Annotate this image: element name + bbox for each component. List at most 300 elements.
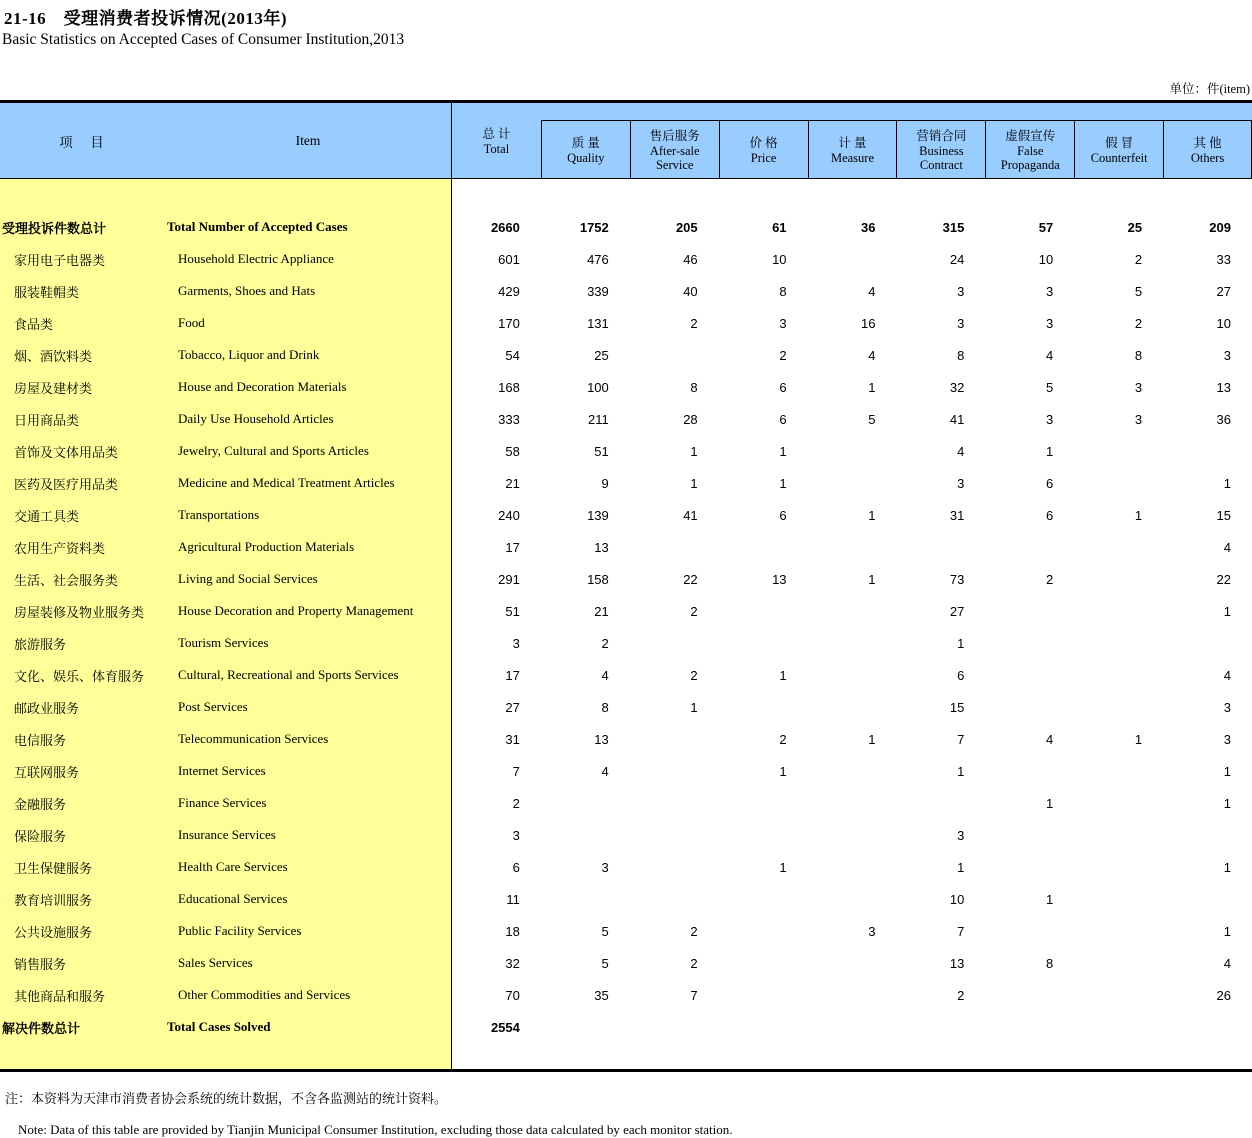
row-label-cn: 服装鞋帽类: [14, 284, 80, 300]
value-cell: 5: [1134, 283, 1143, 299]
row-label-en: Insurance Services: [178, 827, 276, 842]
value-cell: 2: [1134, 251, 1143, 267]
value-cell: [896, 796, 985, 811]
value-cell: 6: [957, 667, 965, 683]
value-cell: 1: [779, 667, 787, 683]
value-cell: [541, 892, 630, 907]
value-cell: 1: [868, 379, 876, 395]
value-cell: 21: [505, 475, 520, 491]
value-cell: [719, 988, 808, 1003]
row-values: [452, 476, 1252, 491]
value-cell: 1: [957, 763, 965, 779]
row-values: [452, 252, 1252, 267]
value-cell: 4: [1223, 539, 1231, 555]
value-cell: [985, 828, 1074, 843]
value-cell: 10: [772, 251, 787, 267]
value-cell: 1: [1134, 507, 1143, 523]
row-label-en: Cultural, Recreational and Sports Services: [178, 667, 399, 682]
value-cell: 11: [506, 891, 520, 907]
row-values: [452, 508, 1252, 523]
value-cell: [1074, 988, 1163, 1003]
value-cell: [808, 828, 897, 843]
row-label-en: Total Cases Solved: [167, 1019, 271, 1034]
value-cell: [719, 1020, 808, 1035]
value-cell: 333: [498, 411, 520, 427]
value-cell: 31: [505, 731, 520, 747]
row-label-cn: 保险服务: [14, 828, 67, 844]
value-cell: [896, 1020, 985, 1035]
value-cell: [808, 444, 897, 459]
value-cell: 139: [587, 507, 609, 523]
value-cell: 70: [505, 987, 520, 1003]
value-cell: [808, 796, 897, 811]
row-label-en: Other Commodities and Services: [178, 987, 351, 1002]
value-cell: 3: [1223, 699, 1231, 715]
value-cell: [1074, 956, 1163, 971]
row-values: [452, 604, 1252, 619]
value-cell: 158: [587, 571, 609, 587]
value-cell: [719, 540, 808, 555]
table-row: [0, 275, 1252, 307]
value-cell: 2: [601, 635, 609, 651]
row-values: [452, 860, 1252, 875]
row-label-cn: 受理投诉件数总计: [2, 220, 107, 236]
value-cell: 6: [1045, 475, 1054, 491]
value-cell: [719, 892, 808, 907]
value-cell: 8: [779, 283, 787, 299]
value-cell: [719, 604, 808, 619]
value-cell: 33: [1216, 251, 1231, 267]
table-row: [0, 371, 1252, 403]
value-cell: 17: [505, 667, 520, 683]
value-cell: 16: [860, 315, 876, 331]
value-cell: 3: [1223, 731, 1231, 747]
value-cell: [985, 924, 1074, 939]
value-cell: 2: [690, 955, 698, 971]
row-label-cn: 教育培训服务: [14, 892, 93, 908]
table-row: [0, 819, 1252, 851]
value-cell: 1: [1045, 891, 1054, 907]
value-cell: 2: [690, 315, 698, 331]
value-cell: 3: [957, 315, 965, 331]
value-cell: 240: [498, 507, 520, 523]
value-cell: 51: [505, 603, 520, 619]
row-label-en: Jewelry, Cultural and Sports Articles: [178, 443, 369, 458]
table-row: [0, 467, 1252, 499]
table-header: [0, 100, 1252, 179]
row-label-en: Daily Use Household Articles: [178, 411, 334, 426]
row-values: [452, 828, 1252, 843]
value-cell: 17: [505, 539, 520, 555]
table-row: [0, 403, 1252, 435]
value-cell: 1: [868, 507, 876, 523]
value-cell: [1074, 572, 1163, 587]
row-label-en: Medicine and Medical Treatment Articles: [178, 475, 395, 490]
value-cell: 131: [587, 315, 609, 331]
row-values: [452, 988, 1252, 1003]
item-header-cn: 项 目: [59, 134, 106, 150]
value-cell: [1074, 828, 1163, 843]
value-cell: 2: [690, 923, 698, 939]
value-cell: 13: [772, 571, 787, 587]
value-cell: 3: [1045, 315, 1054, 331]
value-cell: [1074, 668, 1163, 683]
value-cell: 1: [690, 699, 698, 715]
value-cell: 35: [594, 987, 609, 1003]
value-cell: 4: [868, 283, 876, 299]
value-cell: 2554: [490, 1019, 520, 1035]
value-cell: 31: [949, 507, 965, 523]
row-label-cn: 交通工具类: [14, 508, 80, 524]
value-cell: 291: [498, 571, 520, 587]
value-cell: 1: [1223, 763, 1231, 779]
value-cell: 1: [1223, 859, 1231, 875]
value-cell: 9: [601, 475, 609, 491]
row-label-cn: 金融服务: [14, 796, 67, 812]
value-cell: [808, 956, 897, 971]
value-cell: 1: [779, 443, 787, 459]
value-cell: 3: [1134, 411, 1143, 427]
row-label-cn: 生活、社会服务类: [14, 572, 119, 588]
row-values: [452, 572, 1252, 587]
value-cell: [985, 1020, 1074, 1035]
table-row: [0, 1011, 1252, 1043]
value-cell: 100: [587, 379, 609, 395]
row-label-cn: 房屋及建材类: [14, 380, 93, 396]
value-cell: [985, 636, 1074, 651]
row-values: [452, 764, 1252, 779]
value-cell: [630, 764, 719, 779]
value-cell: 3: [1223, 347, 1231, 363]
value-cell: [1074, 700, 1163, 715]
value-cell: [630, 796, 719, 811]
row-label-en: Internet Services: [178, 763, 266, 778]
value-cell: [1074, 796, 1163, 811]
value-cell: 1: [690, 443, 698, 459]
value-cell: 7: [690, 987, 698, 1003]
value-cell: 1: [868, 571, 876, 587]
value-cell: [985, 988, 1074, 1003]
value-cell: 3: [1134, 379, 1143, 395]
value-cell: 1: [957, 859, 965, 875]
row-label-cn: 首饰及文体用品类: [14, 444, 119, 460]
row-label-en: Public Facility Services: [178, 923, 302, 938]
row-values: [452, 316, 1252, 331]
statistics-table: [0, 100, 1252, 1072]
value-cell: 40: [683, 283, 698, 299]
row-values: [452, 284, 1252, 299]
value-cell: [985, 860, 1074, 875]
value-cell: 3: [957, 827, 965, 843]
value-cell: 2: [779, 347, 787, 363]
value-cell: 57: [1038, 219, 1054, 235]
value-cell: 2: [690, 603, 698, 619]
value-cell: [630, 348, 719, 363]
value-cell: 4: [1045, 731, 1054, 747]
value-cell: 315: [942, 219, 965, 235]
value-cell: 170: [498, 315, 520, 331]
row-label-en: Tobacco, Liquor and Drink: [178, 347, 320, 362]
value-cell: [985, 668, 1074, 683]
value-cell: [1074, 1020, 1163, 1035]
value-cell: 36: [1216, 411, 1231, 427]
value-cell: [1163, 636, 1252, 651]
value-cell: [808, 700, 897, 715]
table-row: [0, 915, 1252, 947]
column-header: 虚假宣传 False Propaganda: [985, 120, 1074, 178]
row-label-en: Sales Services: [178, 955, 253, 970]
value-cell: [719, 828, 808, 843]
value-cell: 4: [957, 443, 965, 459]
value-cell: [1163, 828, 1252, 843]
row-label-en: Garments, Shoes and Hats: [178, 283, 316, 298]
row-values: [452, 380, 1252, 395]
value-cell: 8: [601, 699, 609, 715]
value-cell: 27: [505, 699, 520, 715]
value-cell: [1074, 860, 1163, 875]
value-cell: [1074, 540, 1163, 555]
value-cell: 2: [1134, 315, 1143, 331]
table-row: [0, 947, 1252, 979]
value-cell: 7: [957, 731, 965, 747]
value-cell: 32: [505, 955, 520, 971]
value-cell: [808, 860, 897, 875]
value-cell: [630, 892, 719, 907]
row-label-cn: 农用生产资料类: [14, 540, 106, 556]
table-row: [0, 627, 1252, 659]
value-cell: 7: [512, 763, 520, 779]
row-values: [452, 924, 1252, 939]
value-cell: 601: [498, 251, 520, 267]
value-cell: 2: [512, 795, 520, 811]
value-cell: [1074, 476, 1163, 491]
value-cell: 3: [1045, 411, 1054, 427]
row-label-cn: 文化、娱乐、体育服务: [14, 668, 145, 684]
row-values: [452, 220, 1252, 235]
value-cell: [808, 988, 897, 1003]
row-label-en: Educational Services: [178, 891, 288, 906]
value-cell: [541, 796, 630, 811]
value-cell: 5: [601, 955, 609, 971]
value-cell: 4: [1045, 347, 1054, 363]
row-label-cn: 家用电子电器类: [14, 252, 106, 268]
row-label-en: Household Electric Appliance: [178, 251, 334, 266]
value-cell: 1: [1223, 795, 1231, 811]
value-cell: 25: [594, 347, 609, 363]
value-cell: 13: [594, 539, 609, 555]
row-label-cn: 销售服务: [14, 956, 67, 972]
row-label-cn: 互联网服务: [14, 764, 80, 780]
column-header: 营销合同 Business Contract: [896, 120, 985, 178]
table-row: [0, 307, 1252, 339]
row-label-cn: 日用商品类: [14, 412, 80, 428]
value-cell: 3: [957, 283, 965, 299]
row-label-en: House Decoration and Property Management: [178, 603, 414, 618]
value-cell: [896, 540, 985, 555]
value-cell: 3: [512, 827, 520, 843]
item-header-en: Item: [295, 132, 321, 148]
unit-label: 单位：件(item): [1169, 82, 1250, 96]
row-label-cn: 邮政业服务: [14, 700, 80, 716]
value-cell: 3: [1045, 283, 1054, 299]
value-cell: [808, 252, 897, 267]
value-cell: 2: [779, 731, 787, 747]
row-label-cn: 房屋装修及物业服务类: [14, 604, 145, 620]
table-row: [0, 243, 1252, 275]
value-cell: 339: [587, 283, 609, 299]
value-cell: 54: [505, 347, 520, 363]
value-cell: 21: [594, 603, 609, 619]
value-cell: [630, 828, 719, 843]
value-cell: 1: [957, 635, 965, 651]
row-values: [452, 412, 1252, 427]
value-cell: 32: [949, 379, 965, 395]
value-cell: [719, 700, 808, 715]
row-label-cn: 解决件数总计: [2, 1020, 81, 1036]
value-cell: 10: [949, 891, 965, 907]
row-values: [452, 668, 1252, 683]
value-cell: [1163, 1020, 1252, 1035]
value-cell: 1: [779, 859, 787, 875]
value-cell: 10: [1038, 251, 1054, 267]
value-cell: 1: [690, 475, 698, 491]
table-row: [0, 691, 1252, 723]
value-cell: 3: [512, 635, 520, 651]
page-header: [0, 0, 1252, 100]
value-cell: 61: [772, 219, 787, 235]
value-cell: 4: [868, 347, 876, 363]
table-row: [0, 755, 1252, 787]
table-row: [0, 979, 1252, 1011]
table-row: [0, 787, 1252, 819]
value-cell: [808, 636, 897, 651]
value-cell: [985, 540, 1074, 555]
table-row: [0, 211, 1252, 243]
value-cell: 8: [1134, 347, 1143, 363]
row-values: [452, 892, 1252, 907]
value-cell: [1163, 444, 1252, 459]
value-cell: 24: [949, 251, 965, 267]
table-row: [0, 659, 1252, 691]
value-cell: [1074, 924, 1163, 939]
table-row: [0, 595, 1252, 627]
column-header: 质 量 Quality: [541, 120, 630, 178]
value-cell: 429: [498, 283, 520, 299]
value-cell: [808, 476, 897, 491]
row-values: [452, 540, 1252, 555]
value-cell: [630, 1020, 719, 1035]
value-cell: 27: [949, 603, 965, 619]
row-label-en: Food: [178, 315, 205, 330]
value-cell: [808, 668, 897, 683]
value-cell: 8: [690, 379, 698, 395]
row-values: [452, 636, 1252, 651]
column-header: 价 格 Price: [719, 120, 808, 178]
row-label-en: Total Number of Accepted Cases: [167, 219, 348, 234]
value-cell: 51: [594, 443, 609, 459]
value-cell: 3: [779, 315, 787, 331]
row-values: [452, 796, 1252, 811]
row-label-cn: 其他商品和服务: [14, 988, 106, 1004]
value-cell: 209: [1209, 219, 1231, 235]
value-cell: 22: [683, 571, 698, 587]
value-cell: 3: [601, 859, 609, 875]
value-cell: 8: [957, 347, 965, 363]
value-cell: [630, 732, 719, 747]
value-cell: 1: [1134, 731, 1143, 747]
value-cell: 10: [1216, 315, 1231, 331]
page-title-en: Basic Statistics on Accepted Cases of Consumer Institution,2013: [2, 31, 405, 48]
value-cell: 27: [1216, 283, 1231, 299]
table-row: [0, 883, 1252, 915]
row-label-cn: 公共设施服务: [14, 924, 93, 940]
row-values: [452, 348, 1252, 363]
note-en: Note: Data of this table are provided by Tianjin Municipal Consumer Institution, excluding those data calculated by each monitor station.: [18, 1122, 733, 1137]
note-cn: 注：本资料为天津市消费者协会系统的统计数据，不含各监测站的统计资料。: [5, 1091, 448, 1106]
value-cell: [630, 860, 719, 875]
value-cell: [541, 1020, 630, 1035]
value-cell: 46: [683, 251, 698, 267]
value-cell: [985, 764, 1074, 779]
value-cell: 5: [1045, 379, 1054, 395]
value-cell: 1: [779, 763, 787, 779]
value-cell: 205: [675, 219, 698, 235]
value-cell: [1074, 444, 1163, 459]
value-cell: [1074, 892, 1163, 907]
table-body: [0, 179, 1252, 1072]
row-values: [452, 444, 1252, 459]
row-label-en: Health Care Services: [178, 859, 288, 874]
row-values: [452, 732, 1252, 747]
value-cell: [808, 540, 897, 555]
row-label-cn: 卫生保健服务: [14, 860, 93, 876]
value-cell: [808, 1020, 897, 1035]
row-label-cn: 烟、酒饮料类: [14, 348, 93, 364]
value-cell: 73: [949, 571, 965, 587]
row-label-cn: 电信服务: [14, 732, 67, 748]
value-cell: 211: [588, 411, 609, 427]
value-cell: [719, 636, 808, 651]
value-cell: 6: [1045, 507, 1054, 523]
row-label-en: Telecommunication Services: [178, 731, 329, 746]
column-header-total: 总 计 Total: [482, 126, 511, 156]
value-cell: [985, 604, 1074, 619]
row-label-cn: 医药及医疗用品类: [14, 476, 119, 492]
value-cell: 18: [505, 923, 520, 939]
value-cell: [630, 540, 719, 555]
value-cell: [808, 604, 897, 619]
value-cell: 15: [949, 699, 965, 715]
row-values: [452, 700, 1252, 715]
value-cell: 6: [779, 379, 787, 395]
value-cell: 1: [1045, 443, 1054, 459]
value-cell: 4: [601, 763, 609, 779]
value-cell: [808, 764, 897, 779]
value-cell: [808, 892, 897, 907]
value-cell: [1074, 764, 1163, 779]
row-label-en: Tourism Services: [178, 635, 269, 650]
value-cell: 4: [601, 667, 609, 683]
value-cell: 2660: [490, 219, 520, 235]
value-cell: [719, 956, 808, 971]
value-cell: 41: [949, 411, 965, 427]
value-cell: 13: [1216, 379, 1231, 395]
value-cell: 2: [690, 667, 698, 683]
value-cell: 6: [512, 859, 520, 875]
value-cell: 36: [860, 219, 876, 235]
value-cell: 1752: [579, 219, 609, 235]
value-cell: 7: [957, 923, 965, 939]
